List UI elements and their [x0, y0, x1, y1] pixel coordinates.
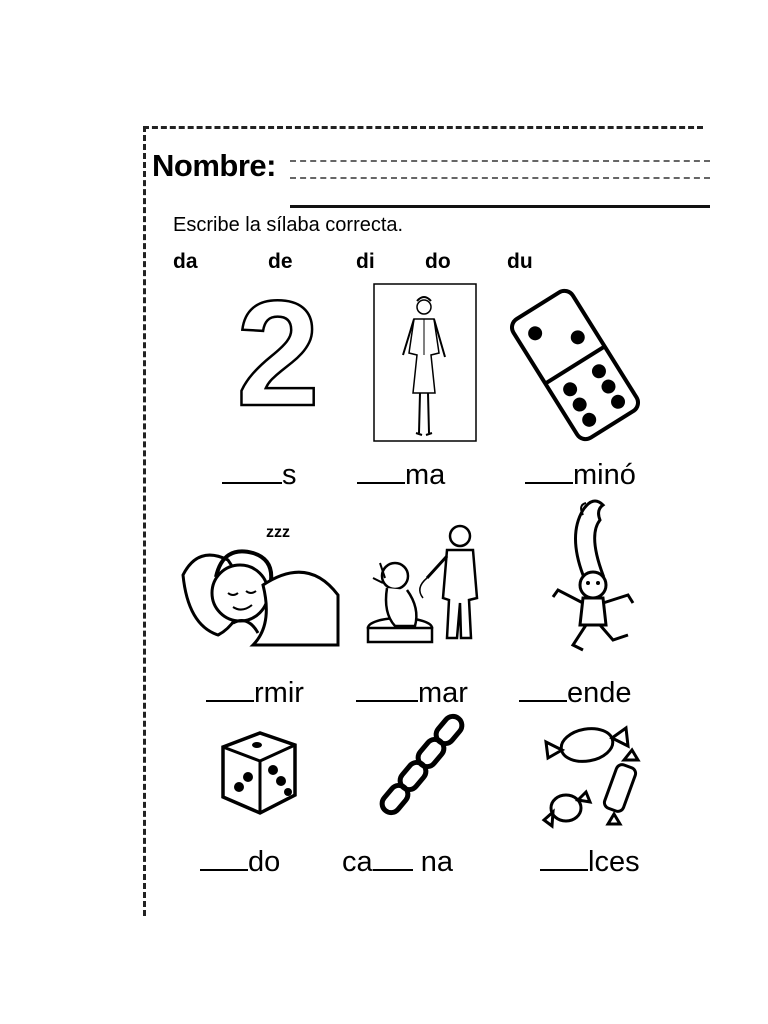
woman-figure-icon [373, 283, 477, 443]
syllable-di: di [356, 250, 375, 273]
name-write-line[interactable] [290, 205, 710, 208]
answer-blank[interactable] [373, 845, 413, 871]
word-item[interactable]: do [200, 845, 280, 877]
answer-blank[interactable] [222, 458, 282, 484]
candies-icon [540, 720, 648, 835]
word-item[interactable]: s [222, 458, 297, 490]
elf-icon [548, 495, 638, 660]
word-item[interactable]: minó [525, 458, 636, 490]
syllable-de: de [268, 250, 293, 273]
syllable-du: du [507, 250, 533, 273]
name-label: Nombre: [152, 148, 276, 183]
word-item[interactable]: rmir [206, 676, 304, 708]
word-item[interactable]: lces [540, 845, 640, 877]
word-item[interactable]: ma [357, 458, 445, 490]
word-item[interactable]: ca na [342, 846, 453, 878]
answer-blank[interactable] [519, 676, 567, 702]
answer-blank[interactable] [356, 676, 418, 702]
svg-text:2: 2 [236, 285, 320, 415]
svg-text:zzz: zzz [266, 524, 290, 541]
lion-tamer-icon [365, 518, 490, 648]
word-item[interactable]: ende [519, 676, 632, 708]
answer-blank[interactable] [525, 458, 573, 484]
answer-blank[interactable] [206, 676, 254, 702]
sleeping-person-icon [178, 515, 343, 650]
syllable-da: da [173, 250, 198, 273]
syllable-do: do [425, 250, 451, 273]
dashed-border-top [143, 126, 703, 129]
dashed-border-left [143, 126, 146, 916]
dice-icon [215, 725, 300, 820]
answer-blank[interactable] [540, 845, 588, 871]
answer-blank[interactable] [357, 458, 405, 484]
instruction-text: Escribe la sílaba correcta. [173, 214, 404, 236]
word-item[interactable]: mar [356, 676, 468, 708]
domino-icon [508, 285, 643, 445]
name-dashed-line [290, 177, 710, 179]
name-dashed-line [290, 160, 710, 162]
number-two-icon [228, 285, 328, 415]
answer-blank[interactable] [200, 845, 248, 871]
chain-icon [370, 712, 475, 827]
